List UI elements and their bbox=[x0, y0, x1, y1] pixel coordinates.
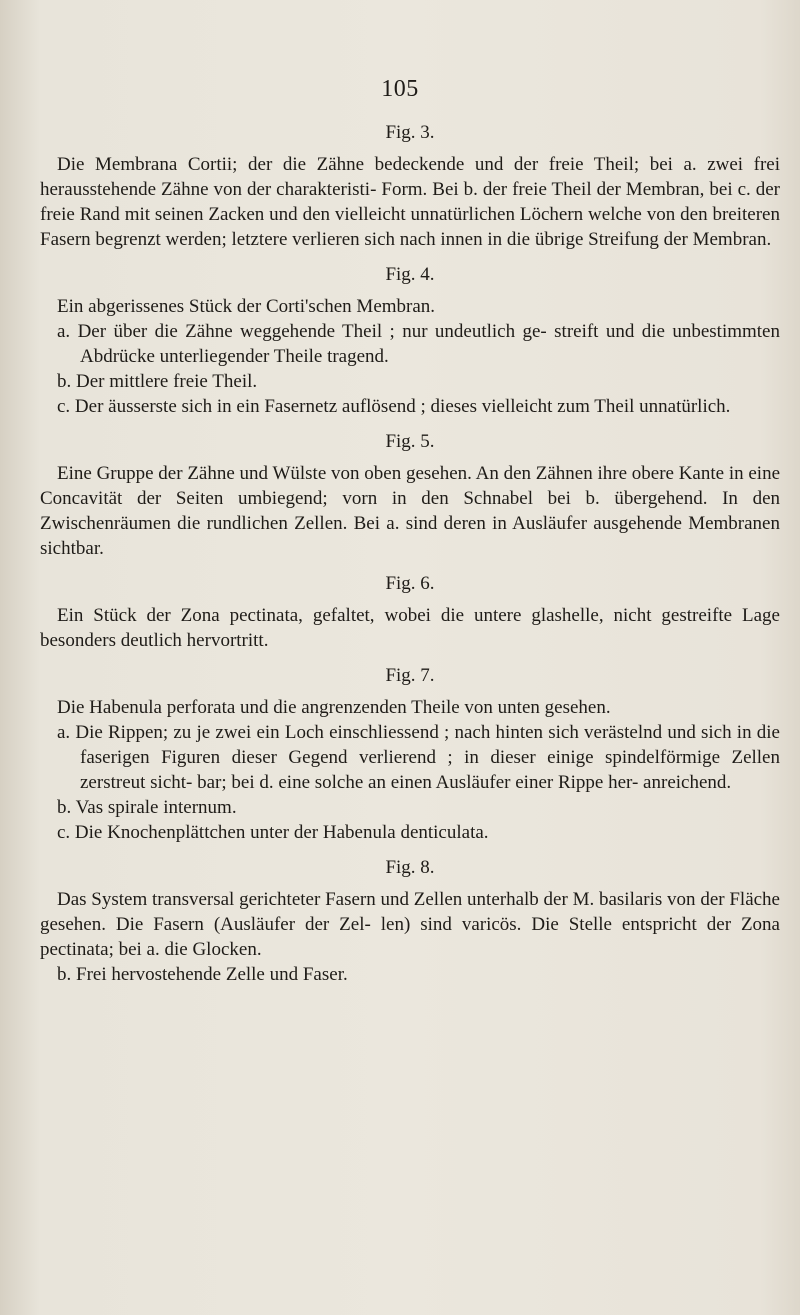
fig4-intro: Ein abgerissenes Stück der Corti'schen Membran. bbox=[57, 296, 436, 317]
fig4-heading: Fig. 4. bbox=[385, 264, 435, 285]
fig4-item-c: c. Der äusserste sich in ein Fasernetz auflösend ; dieses vielleicht zum Theil unnatürlich. bbox=[57, 396, 731, 417]
fig4-item-b: b. Der mittlere freie Theil. bbox=[57, 371, 258, 392]
page-number: 105 bbox=[381, 76, 419, 102]
fig8-heading: Fig. 8. bbox=[385, 857, 435, 878]
fig5-text: Eine Gruppe der Zähne und Wülste von oben gesehen. An den Zähnen ihre obere Kante in eine Concavität der Seiten umbiegend; vorn in den Schnabel bei b. übergehend. In den Zwischenräumen die rundlichen Zellen. Bei a. sind deren in Ausläufer ausgehende Membranen sichtbar. bbox=[40, 463, 780, 559]
fig6-text: Ein Stück der Zona pectinata, gefaltet, wobei die untere glashelle, nicht gestreifte Lage besonders deutlich hervortritt. bbox=[40, 605, 780, 651]
fig7-intro: Die Habenula perforata und die angrenzenden Theile von unten gesehen. bbox=[57, 697, 611, 718]
fig7-item-a: a. Die Rippen; zu je zwei ein Loch einschliessend ; nach hinten sich verästelnd und sich in die faserigen Figuren dieser Gegend verlierend ; in dieser einige spindelförmige Zellen zerstreut sicht- bar; bei d. eine solche an einen Ausläufer einer Rippe her- anreichend. bbox=[57, 722, 780, 793]
fig3-heading: Fig. 3. bbox=[385, 122, 435, 143]
fig3-text: Die Membrana Cortii; der die Zähne bedeckende und der freie Theil; bei a. zwei frei herausstehende Zähne von der charakteristi- Form. Bei b. der freie Theil der Membran, bei c. der freie Rand mit seinen Zacken und den vielleicht unnatürlichen Löchern welche von den breiteren Fasern begrenzt werden; letztere verlieren sich nach innen in die übrige Streifung der Membran. bbox=[40, 154, 780, 250]
fig6-heading: Fig. 6. bbox=[385, 573, 435, 594]
page-content bbox=[40, 120, 780, 987]
fig7-item-b: b. Vas spirale internum. bbox=[57, 797, 237, 818]
fig7-heading: Fig. 7. bbox=[385, 665, 435, 686]
fig5-heading: Fig. 5. bbox=[385, 431, 435, 452]
fig7-item-c: c. Die Knochenplättchen unter der Habenula denticulata. bbox=[57, 822, 489, 843]
fig4-item-a: a. Der über die Zähne weggehende Theil ; nur undeutlich ge- streift und die unbestimmten Abdrücke unterliegender Theile tragend. bbox=[57, 321, 780, 367]
fig8-item-b: b. Frei hervostehende Zelle und Faser. bbox=[57, 964, 348, 985]
fig8-intro: Das System transversal gerichteter Fasern und Zellen unterhalb der M. basilaris von der Fläche gesehen. Die Fasern (Ausläufer der Zel- len) sind varicös. Die Stelle entspricht der Zona pectinata; bei a. die Glocken. bbox=[40, 889, 780, 960]
